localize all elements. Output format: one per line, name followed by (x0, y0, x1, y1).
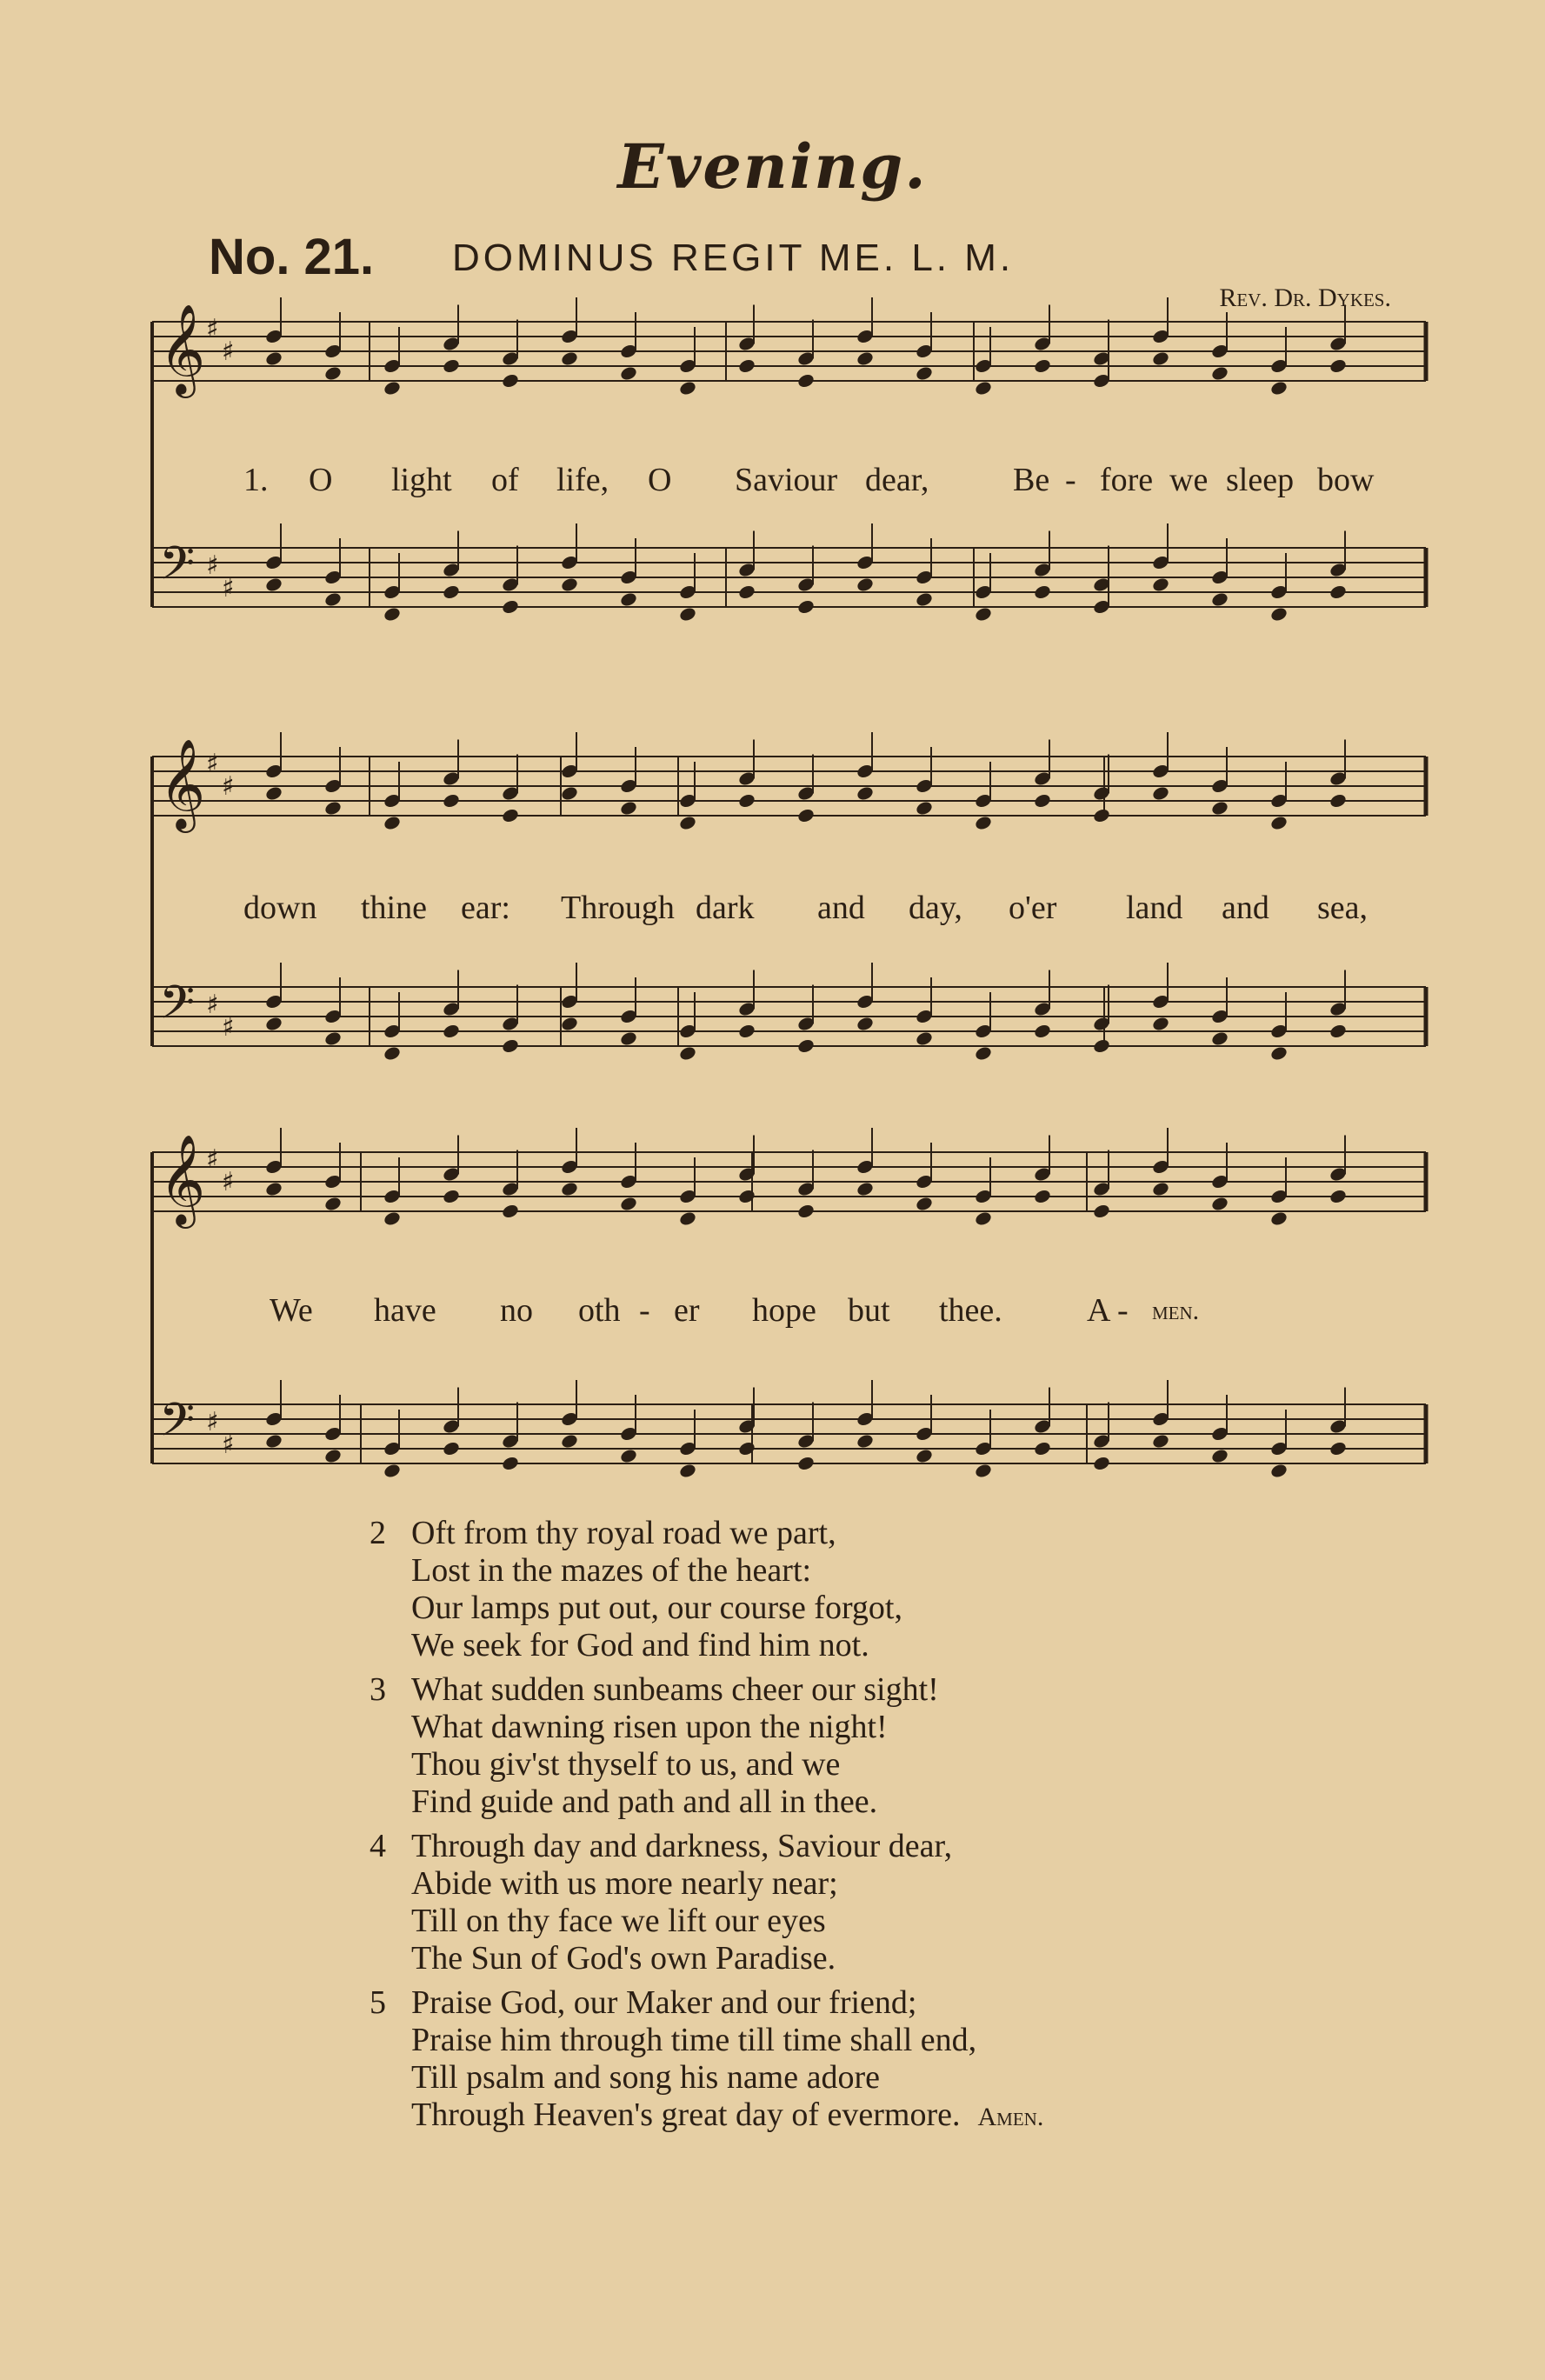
note-head (442, 1188, 461, 1204)
note-head (1329, 792, 1348, 809)
lyric: ear: (461, 890, 510, 926)
lyric: thee. (939, 1292, 1002, 1329)
note-head (619, 1030, 638, 1047)
note-head (1033, 357, 1052, 374)
note-head (1033, 583, 1052, 600)
note-head (383, 815, 402, 831)
note-head (383, 1045, 402, 1062)
page-title: Evening. (617, 130, 928, 203)
lyric: sleep (1226, 462, 1295, 498)
music-system-1 (152, 303, 1426, 691)
note-head (678, 606, 697, 623)
note-head (264, 1433, 283, 1450)
note-head (1329, 1440, 1348, 1457)
note-head (1151, 1433, 1170, 1450)
note-head (1329, 1188, 1348, 1204)
verse-line: Till on thy face we lift our eyes (411, 1903, 826, 1939)
note-head (442, 1023, 461, 1039)
sharp-icon: ♯ (206, 749, 219, 779)
note-head (915, 800, 934, 817)
lyric: oth (578, 1292, 621, 1329)
note-head (1329, 583, 1348, 600)
note-head (560, 1016, 579, 1032)
note-head (974, 1210, 993, 1227)
note-head (737, 1188, 756, 1204)
lyric: down (243, 890, 317, 926)
lyric: and (817, 890, 865, 926)
note-head (737, 583, 756, 600)
note-head (383, 1210, 402, 1227)
lyric: o'er (1009, 890, 1057, 926)
note-head (264, 785, 283, 802)
note-head (737, 1023, 756, 1039)
bass-clef-icon: 𝄢 (159, 1394, 196, 1458)
note-head (1092, 1455, 1111, 1471)
note-head (856, 1016, 875, 1032)
verse-line: Our lamps put out, our course forgot, (411, 1590, 902, 1626)
note-head (1269, 1463, 1289, 1479)
lyric: land (1126, 890, 1183, 926)
note-head (915, 1448, 934, 1464)
note-head (1269, 606, 1289, 623)
note-head (678, 1210, 697, 1227)
note-head (737, 792, 756, 809)
sharp-icon: ♯ (206, 990, 219, 1020)
verse-line: 5 Praise God, our Maker and our friend; (370, 1984, 917, 2021)
note-head (796, 1203, 816, 1219)
verse-line: Find guide and path and all in thee. (411, 1783, 878, 1820)
sharp-icon: ♯ (222, 1012, 235, 1043)
note-head (1269, 815, 1289, 831)
note-head (323, 1030, 343, 1047)
note-head (1210, 1030, 1229, 1047)
composer: Rev. Dr. Dykes. (1219, 283, 1391, 312)
lyric: Through (561, 890, 675, 926)
note-head (856, 577, 875, 593)
lyric: A (1087, 1292, 1111, 1329)
note-head (560, 1433, 579, 1450)
lyric: O (648, 462, 672, 498)
sharp-icon: ♯ (222, 1430, 235, 1460)
note-head (264, 1016, 283, 1032)
note-head (383, 380, 402, 397)
note-head (915, 1030, 934, 1047)
lyric: - (639, 1292, 650, 1329)
note-head (619, 800, 638, 817)
note-head (323, 365, 343, 382)
note-head (264, 1181, 283, 1197)
sharp-icon: ♯ (206, 314, 219, 344)
lyric: but (848, 1292, 890, 1329)
verse-2 (370, 1515, 1043, 1664)
lyric: fore (1100, 462, 1154, 498)
lyric: sea, (1317, 890, 1369, 926)
note-head (442, 792, 461, 809)
note-head (442, 1440, 461, 1457)
note-head (501, 1037, 520, 1054)
note-head (1269, 1045, 1289, 1062)
sharp-icon: ♯ (222, 1167, 235, 1197)
note-head (796, 807, 816, 823)
note-head (678, 380, 697, 397)
sharp-icon: ♯ (206, 1144, 219, 1175)
verse-4 (370, 1828, 1043, 1977)
verse-line: Praise him through time till time shall end, (411, 2022, 977, 2058)
note-head (442, 357, 461, 374)
note-head (501, 1455, 520, 1471)
note-head (323, 1196, 343, 1212)
note-head (442, 583, 461, 600)
lyric: 1. (243, 462, 269, 498)
verse-number: 5 (370, 1984, 386, 2021)
note-head (560, 577, 579, 593)
note-head (974, 606, 993, 623)
note-head (383, 606, 402, 623)
note-head (501, 1203, 520, 1219)
lyric: we (1169, 462, 1209, 498)
staff-notation-1 (152, 303, 1426, 691)
note-head (1151, 1181, 1170, 1197)
lyric: light (391, 462, 452, 498)
lyric: thine (361, 890, 427, 926)
treble-clef-icon: 𝄞 (159, 1134, 206, 1225)
note-head (501, 598, 520, 615)
bass-clef-icon: 𝄢 (159, 977, 196, 1041)
hymn-number: No. 21. (209, 229, 375, 285)
verse-line: Lost in the mazes of the heart: (411, 1552, 812, 1589)
verse-line: 2 Oft from thy royal road we part, (370, 1515, 836, 1551)
verse-line: Through Heaven's great day of evermore. Amen. (411, 2097, 1044, 2133)
note-head (323, 591, 343, 608)
verse-line: Thou giv'st thyself to us, and we (411, 1746, 841, 1783)
note-head (796, 1037, 816, 1054)
lyric: We (270, 1292, 313, 1329)
music-system-2 (152, 730, 1426, 1113)
lyric: men. (1152, 1297, 1200, 1325)
lyric: dear, (865, 462, 929, 498)
note-head (1210, 800, 1229, 817)
note-head (974, 1045, 993, 1062)
sharp-icon: ♯ (206, 1407, 219, 1437)
treble-clef-icon: 𝄞 (159, 303, 206, 395)
note-head (501, 372, 520, 389)
lyric: er (674, 1292, 700, 1329)
note-head (1033, 792, 1052, 809)
note-head (619, 1196, 638, 1212)
note-head (796, 372, 816, 389)
note-head (856, 1181, 875, 1197)
treble-clef-icon: 𝄞 (159, 738, 206, 830)
note-head (264, 350, 283, 367)
note-head (915, 365, 934, 382)
verse-line: Till psalm and song his name adore (411, 2059, 880, 2096)
note-head (501, 807, 520, 823)
lyric: hope (752, 1292, 816, 1329)
note-head (678, 815, 697, 831)
note-head (560, 785, 579, 802)
lyric: Be (1013, 462, 1050, 498)
note-head (383, 1463, 402, 1479)
note-head (915, 591, 934, 608)
verse-line: We seek for God and find him not. (411, 1627, 869, 1663)
note-head (915, 1196, 934, 1212)
note-head (560, 350, 579, 367)
note-head (974, 380, 993, 397)
note-head (1329, 357, 1348, 374)
sharp-icon: ♯ (222, 337, 235, 367)
note-head (264, 577, 283, 593)
note-head (856, 1433, 875, 1450)
verse-line: 4 Through day and darkness, Saviour dear, (370, 1828, 953, 1864)
note-head (1033, 1440, 1052, 1457)
verse-5 (370, 1984, 1043, 2136)
lyric: O (309, 462, 333, 498)
note-head (1329, 1023, 1348, 1039)
lyric: of (491, 462, 519, 498)
note-head (560, 1181, 579, 1197)
lyric: - (1117, 1292, 1129, 1329)
lyric: day, (909, 890, 962, 926)
note-head (1151, 577, 1170, 593)
note-head (619, 365, 638, 382)
note-head (796, 1455, 816, 1471)
note-head (619, 1448, 638, 1464)
note-head (678, 1463, 697, 1479)
note-head (974, 815, 993, 831)
tune-name: DOMINUS REGIT ME. L. M. (452, 237, 1015, 279)
note-head (796, 598, 816, 615)
sharp-icon: ♯ (206, 550, 219, 581)
lyric: - (1065, 462, 1076, 498)
lyric: dark (696, 890, 755, 926)
note-head (1151, 785, 1170, 802)
verse-number: 4 (370, 1828, 386, 1864)
note-head (1269, 380, 1289, 397)
note-head (1269, 1210, 1289, 1227)
note-head (856, 350, 875, 367)
note-head (1210, 591, 1229, 608)
note-head (678, 1045, 697, 1062)
bass-clef-icon: 𝄢 (159, 537, 196, 602)
note-head (619, 591, 638, 608)
verse-3 (370, 1671, 1043, 1821)
note-head (1092, 807, 1111, 823)
amen: Amen. (977, 2103, 1044, 2131)
additional-verses (370, 1515, 1043, 2143)
note-head (737, 1440, 756, 1457)
lyric: no (500, 1292, 533, 1329)
sharp-icon: ♯ (222, 573, 235, 603)
verse-number: 2 (370, 1515, 386, 1551)
note-head (1210, 1196, 1229, 1212)
music-system-3 (152, 1113, 1426, 1513)
note-head (1151, 350, 1170, 367)
verse-line: The Sun of God's own Paradise. (411, 1940, 836, 1977)
lyric: bow (1317, 462, 1375, 498)
note-head (1092, 1037, 1111, 1054)
note-head (1151, 1016, 1170, 1032)
lyric: have (374, 1292, 436, 1329)
sharp-icon: ♯ (222, 771, 235, 802)
note-head (1092, 1203, 1111, 1219)
lyric: and (1222, 890, 1269, 926)
verse-line: What dawning risen upon the night! (411, 1709, 888, 1745)
verse-line: Abide with us more nearly near; (411, 1865, 838, 1902)
note-head (974, 1463, 993, 1479)
verse-number: 3 (370, 1671, 386, 1708)
note-head (323, 800, 343, 817)
verse-line: 3 What sudden sunbeams cheer our sight! (370, 1671, 939, 1708)
note-head (1210, 365, 1229, 382)
note-head (323, 1448, 343, 1464)
note-head (856, 785, 875, 802)
note-head (737, 357, 756, 374)
note-head (1033, 1188, 1052, 1204)
lyric: Saviour (735, 462, 838, 498)
lyric: life, (556, 462, 609, 498)
note-head (1033, 1023, 1052, 1039)
note-head (1210, 1448, 1229, 1464)
